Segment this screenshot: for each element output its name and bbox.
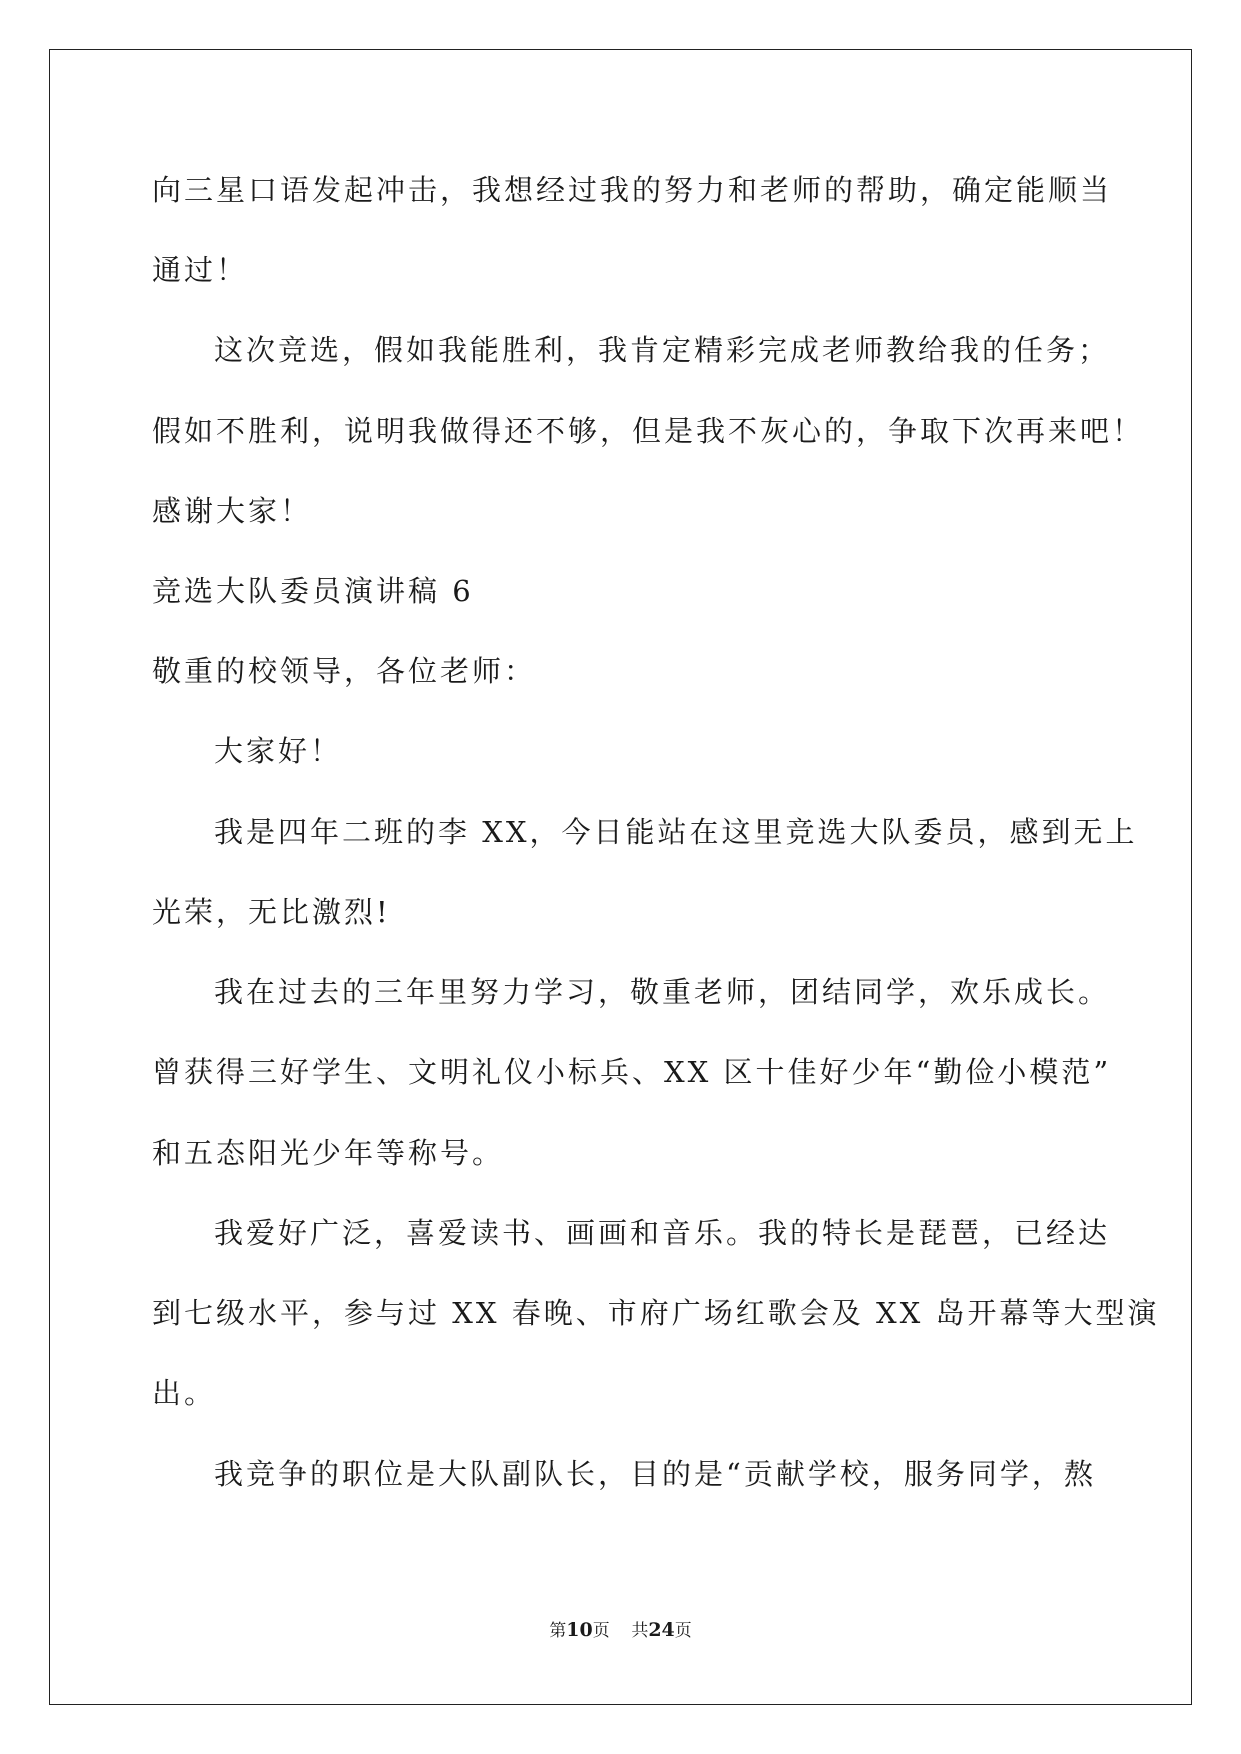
text-line: 向三星口语发起冲击，我想经过我的努力和老师的帮助，确定能顺当 [152, 173, 1113, 207]
text-line: 感谢大家！ [152, 494, 313, 528]
text-line: 我爱好广泛，喜爱读书、画画和音乐。我的特长是琵琶，已经达 [214, 1216, 1111, 1250]
text-line: 我竞争的职位是大队副队长，目的是“贡献学校，服务同学，熬 [214, 1457, 1096, 1491]
text-line: 和五态阳光少年等称号。 [152, 1136, 505, 1170]
total-prefix: 共 [631, 1621, 649, 1641]
text-line: 我是四年二班的李 XX，今日能站在这里竞选大队委员，感到无上 [214, 815, 1138, 849]
text-line: 光荣，无比激烈! [152, 895, 391, 929]
text-line: 这次竞选，假如我能胜利，我肯定精彩完成老师教给我的任务； [214, 333, 1111, 367]
text-line: 我在过去的三年里努力学习，敬重老师，团结同学，欢乐成长。 [214, 975, 1111, 1009]
text-line: 曾获得三好学生、文明礼仪小标兵、XX 区十佳好少年“勤俭小模范” [152, 1055, 1112, 1089]
text-line: 假如不胜利，说明我做得还不够，但是我不灰心的，争取下次再来吧！ [152, 414, 1145, 448]
page-suffix: 页 [592, 1621, 610, 1641]
text-line: 出。 [152, 1376, 217, 1410]
page-prefix: 第 [549, 1621, 567, 1641]
page-footer [0, 1616, 1241, 1641]
current-page-number: 10 [566, 1619, 593, 1641]
section-heading: 竞选大队委员演讲稿 6 [152, 574, 474, 608]
salutation: 敬重的校领导，各位老师： [152, 654, 537, 688]
total-suffix: 页 [674, 1621, 692, 1641]
total-pages-number: 24 [648, 1619, 675, 1641]
text-line: 到七级水平，参与过 XX 春晚、市府广场红歌会及 XX 岛开幕等大型演 [152, 1296, 1160, 1330]
text-line: 通过！ [152, 253, 249, 287]
greeting: 大家好！ [214, 734, 343, 768]
